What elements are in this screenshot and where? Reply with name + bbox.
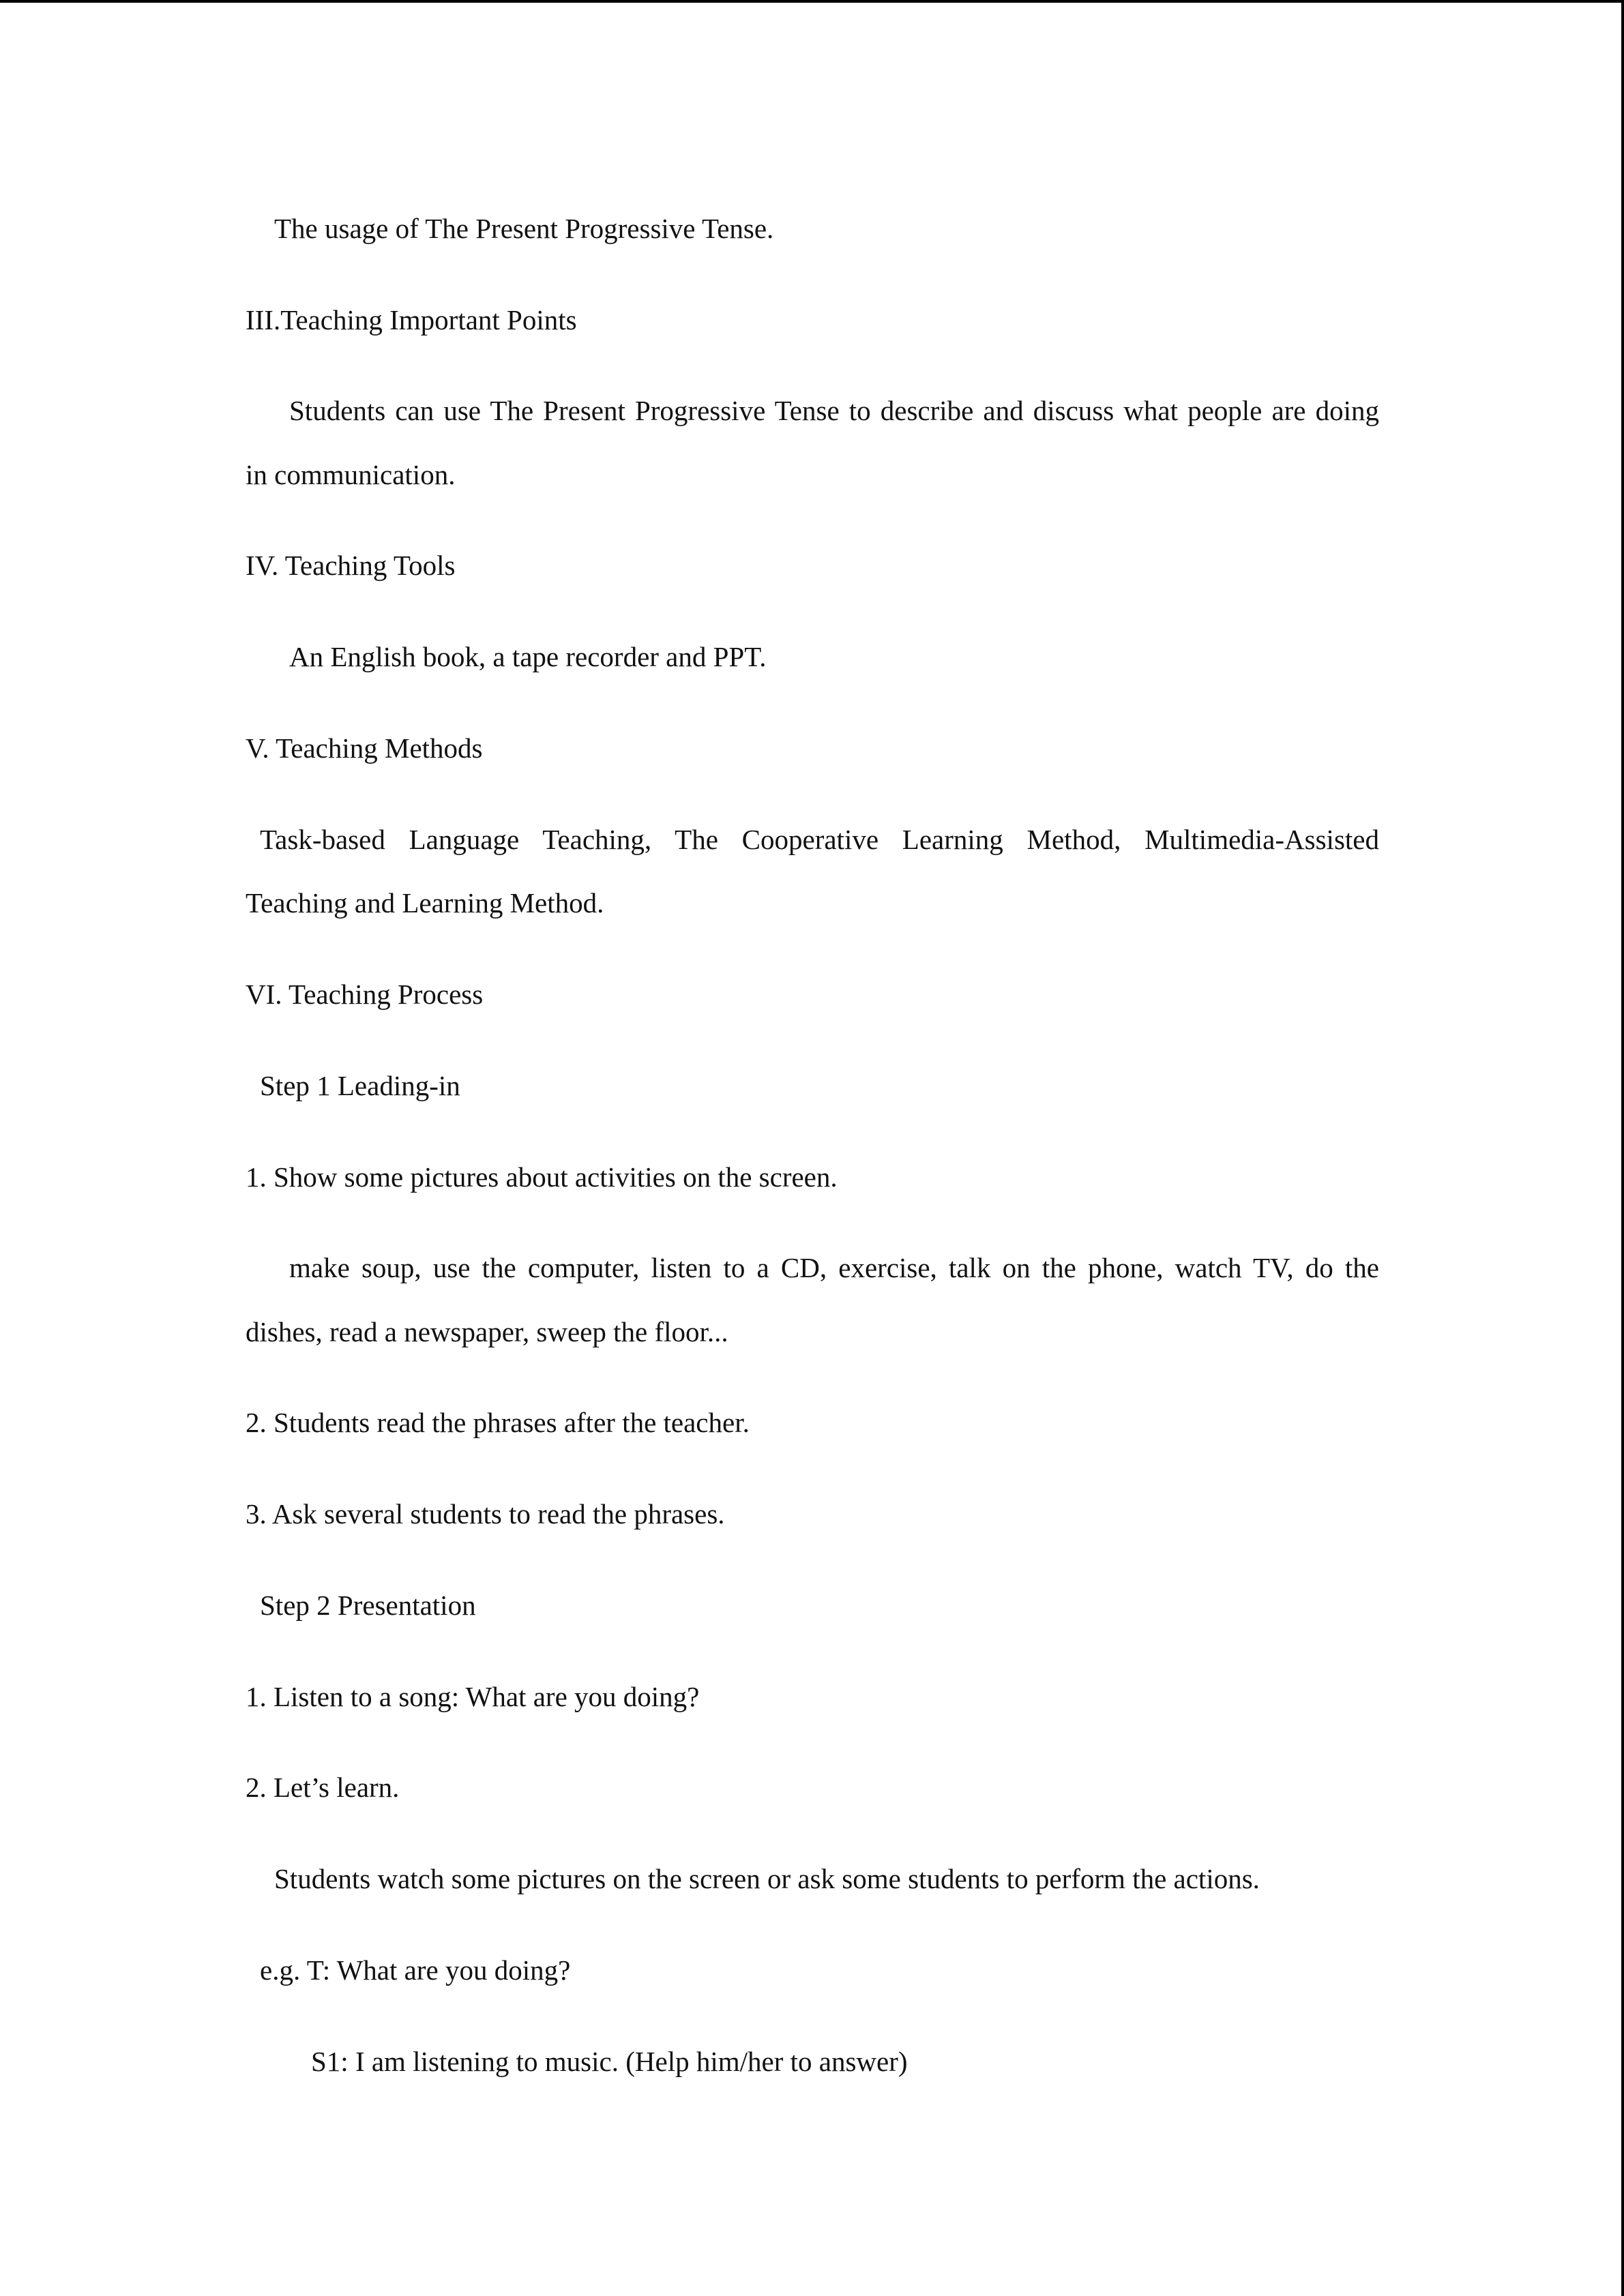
page-top-border: [0, 0, 1624, 3]
section-iv-body: An English book, a tape recorder and PPT.: [289, 641, 767, 672]
step2-item2: 2. Let’s learn.: [246, 1772, 400, 1803]
section-vi-heading: VI. Teaching Process: [246, 979, 484, 1010]
page-right-border: [1621, 0, 1624, 2296]
section-iii-body-line2: in communication.: [246, 459, 456, 490]
focus-text: The usage of The Present Progressive Tense.: [274, 213, 774, 244]
step1-phrases-line2: dishes, read a newspaper, sweep the floor...: [246, 1316, 728, 1347]
step1-item3: 3. Ask several students to read the phrases.: [246, 1498, 725, 1530]
step1-item2: 2. Students read the phrases after the teacher.: [246, 1407, 750, 1438]
section-iv-heading: IV. Teaching Tools: [246, 550, 456, 581]
section-v-body-line2: Teaching and Learning Method.: [246, 887, 604, 919]
step1-item1: 1. Show some pictures about activities on the screen.: [246, 1161, 838, 1193]
step2-example-student: S1: I am listening to music. (Help him/her to answer): [311, 2046, 908, 2077]
step2-title: Step 2 Presentation: [260, 1590, 476, 1621]
step2-description: Students watch some pictures on the screen or ask some students to perform the actions.: [274, 1863, 1260, 1894]
step2-item1: 1. Listen to a song: What are you doing?: [246, 1681, 700, 1712]
step2-example-teacher: e.g. T: What are you doing?: [260, 1954, 571, 1986]
section-iii-body-line1: Students can use The Present Progressive Tense to describe and discuss what people are doing: [289, 395, 1379, 426]
step1-phrases-line1: make soup, use the computer, listen to a CD, exercise, talk on the phone, watch TV, do the: [289, 1252, 1379, 1283]
section-iii-heading: III.Teaching Important Points: [246, 304, 577, 336]
step1-title: Step 1 Leading-in: [260, 1070, 460, 1101]
section-v-heading: V. Teaching Methods: [246, 732, 483, 764]
section-v-body-line1: Task-based Language Teaching, The Cooperative Learning Method, Multimedia-Assisted: [260, 824, 1379, 855]
